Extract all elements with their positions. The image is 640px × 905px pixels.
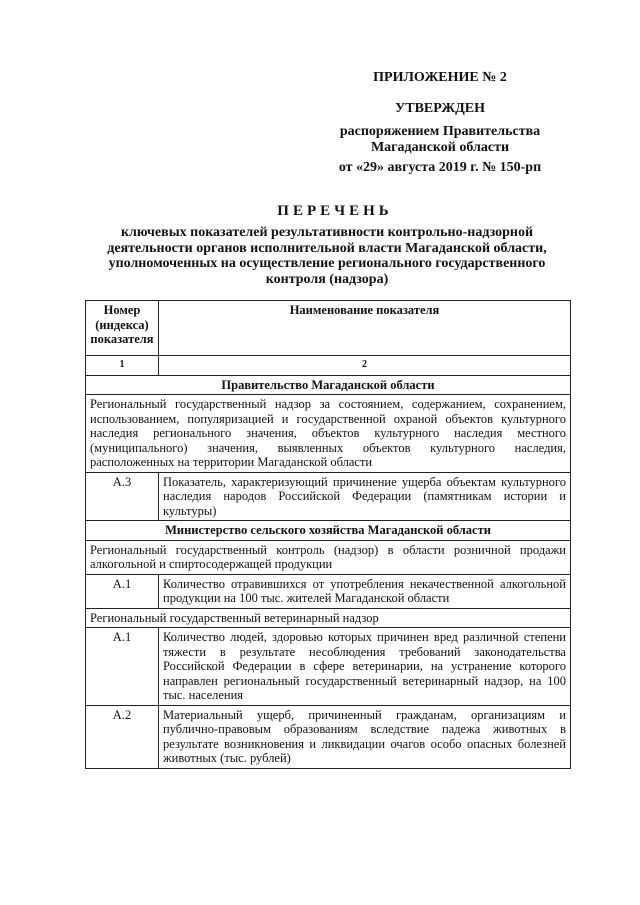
control-type-row <box>86 540 571 574</box>
order-line-2: Магаданской области <box>370 140 510 155</box>
control-type-text: Региональный государственный надзор за состоянием, содержанием, сохранением, использованием, популяризацией и государственной охраной объектов культурного наследия регионального значения, объектов культурного наследия местного (муниципального) значения, выявленных объектов культурного наследия, расположенных на территории Магаданской области <box>86 395 571 473</box>
indicator-code: А.3 <box>86 472 159 521</box>
indicator-row <box>86 628 571 706</box>
indicator-code: А.1 <box>86 628 159 706</box>
control-type-row <box>86 395 571 473</box>
col-index-header: Номер (индекса) показателя <box>86 301 159 356</box>
approved-label: УТВЕРЖДЕН <box>394 101 486 116</box>
indicator-code: А.1 <box>86 574 159 608</box>
order-line-3: от «29» августа 2019 г. № 150-рп <box>338 160 542 175</box>
section-title: Правительство Магаданской области <box>86 375 571 395</box>
indicators-table <box>85 300 571 769</box>
control-type-row <box>86 608 571 628</box>
table-number-row <box>86 356 571 376</box>
col-name-number: 2 <box>159 356 571 376</box>
indicator-name: Количество людей, здоровью которых причинен вред различной степени тяжести в результате несоблюдения требований законодательства Российской Федерации в сфере ветеринарии, на устранение которого направлен региональный государственный ветеринарный надзор, на 100 тыс. населения <box>159 628 571 706</box>
section-row <box>86 375 571 395</box>
indicator-row <box>86 472 571 521</box>
indicator-name: Количество отравившихся от употребления некачественной алкогольной продукции на 100 тыс. жителей Магаданской области <box>159 574 571 608</box>
control-type-text: Региональный государственный ветеринарный надзор <box>86 608 571 628</box>
indicator-row <box>86 574 571 608</box>
section-row <box>86 521 571 541</box>
indicator-name: Показатель, характеризующий причинение ущерба объектам культурного наследия народов Российской Федерации (памятникам истории и культуры) <box>159 472 571 521</box>
table-header-row <box>86 301 571 356</box>
col-name-header: Наименование показателя <box>159 301 571 356</box>
indicator-row <box>86 705 571 768</box>
document-title: ПЕРЕЧЕНЬ <box>277 203 393 219</box>
appendix-label: ПРИЛОЖЕНИЕ № 2 <box>373 70 507 85</box>
section-title: Министерство сельского хозяйства Магаданской области <box>86 521 571 541</box>
document-subtitle: ключевых показателей результативности контрольно-надзорной деятельности органов исполнительной власти Магаданской области, уполномоченных на осуществление регионального государственного контроля (надзора) <box>107 225 547 287</box>
col-index-number: 1 <box>86 356 159 376</box>
indicator-name: Материальный ущерб, причиненный гражданам, организациям и публично-правовым образованиям вследствие падежа животных в результате возникновения и ликвидации очагов особо опасных болезней животных (тыс. рублей) <box>159 705 571 768</box>
control-type-text: Региональный государственный контроль (надзор) в области розничной продажи алкогольной и спиртосодержащей продукции <box>86 540 571 574</box>
indicator-code: А.2 <box>86 705 159 768</box>
order-line-1: распоряжением Правительства <box>339 124 541 139</box>
